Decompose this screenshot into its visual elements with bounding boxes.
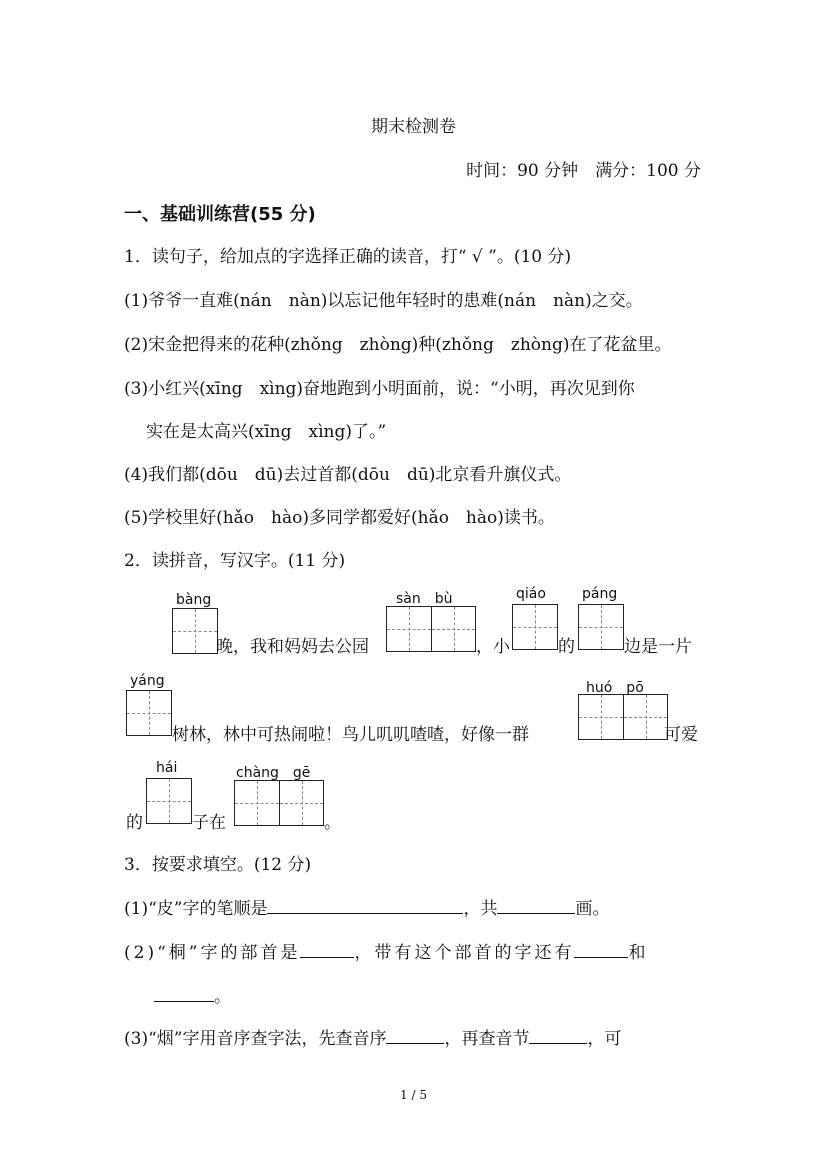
q2-text: 。: [324, 813, 341, 833]
char-grid[interactable]: [126, 690, 172, 736]
pinyin-label: bàng: [176, 592, 212, 608]
pinyin-label: qiáo: [516, 586, 546, 602]
q3-text: ，再查音节: [444, 1029, 530, 1049]
answer-blank[interactable]: [529, 1027, 587, 1044]
q1-item-1: (1)爷爷一直难(nán nàn)以忘记他年轻时的患难(nán nàn)之交。: [124, 291, 643, 311]
q2-heading: 2．读拼音，写汉字。(11 分): [124, 551, 346, 571]
page-title: 期末检测卷: [371, 117, 456, 137]
q3-heading: 3．按要求填空。(12 分): [124, 855, 312, 875]
q3-item-2: [124, 938, 648, 963]
char-cell[interactable]: [127, 691, 171, 735]
q3-text: (2)“桐”字的部首是: [124, 943, 301, 963]
char-cell[interactable]: [431, 607, 475, 651]
char-cell[interactable]: [513, 605, 557, 649]
q3-text: ，可: [587, 1029, 622, 1049]
pinyin-label: chàng gē: [236, 765, 311, 781]
char-cell[interactable]: [579, 695, 623, 739]
char-grid[interactable]: [578, 604, 624, 650]
q2-text: 的: [558, 637, 575, 657]
answer-blank[interactable]: [154, 985, 214, 1002]
answer-blank[interactable]: [300, 941, 354, 958]
pinyin-label: huó pō: [586, 680, 644, 696]
answer-blank[interactable]: [574, 941, 628, 958]
q1-item-5: (5)学校里好(hǎo hào)多同学都爱好(hǎo hào)读书。: [124, 508, 555, 528]
pinyin-label: páng: [582, 586, 618, 602]
pinyin-label: yáng: [130, 673, 165, 689]
char-cell[interactable]: [387, 607, 431, 651]
char-grid[interactable]: [386, 606, 476, 652]
char-grid[interactable]: [172, 608, 218, 654]
q3-text: ，带有这个部首的字还有: [354, 943, 575, 963]
page-number: 1 / 5: [400, 1088, 427, 1102]
q1-item-2: (2)宋金把得来的花种(zhǒng zhòng)种(zhǒng zhòng)在了花盆里。: [124, 335, 672, 355]
q3-text: 和: [628, 943, 649, 963]
char-grid[interactable]: [512, 604, 558, 650]
answer-blank[interactable]: [497, 897, 575, 914]
q1-item-4: (4)我们都(dōu dū)去过首都(dōu dū)北京看升旗仪式。: [124, 465, 572, 485]
exam-meta: 时间：90 分钟 满分：100 分: [466, 161, 701, 181]
q3-text: ，共: [463, 899, 498, 919]
char-cell[interactable]: [623, 695, 667, 739]
char-cell[interactable]: [173, 609, 217, 653]
pinyin-label: hái: [156, 760, 178, 776]
answer-blank[interactable]: [386, 1027, 444, 1044]
q3-item-1: [124, 894, 609, 919]
q3-text: 画。: [575, 899, 610, 919]
char-cell[interactable]: [279, 781, 323, 825]
q2-text: 边是一片: [624, 637, 692, 657]
q2-text: 子在: [192, 813, 226, 833]
q3-text: (3)“烟”字用音序查字法，先查音序: [124, 1029, 387, 1049]
answer-blank[interactable]: [267, 897, 463, 914]
char-cell[interactable]: [147, 779, 191, 823]
q1-item-3-cont: 实在是太高兴(xīng xìng)了。”: [146, 422, 387, 442]
pinyin-label: sàn bù: [396, 591, 453, 607]
q2-text: 树林，林中可热闹啦！鸟儿叽叽喳喳，好像一群: [172, 725, 529, 745]
q3-item-3: [124, 1024, 621, 1049]
q2-text: 的: [126, 813, 143, 833]
q2-text: 晚，我和妈妈去公园: [216, 637, 369, 657]
q1-heading: 1．读句子，给加点的字选择正确的读音，打“ √ ”。(10 分): [124, 247, 572, 267]
char-grid[interactable]: [578, 694, 668, 740]
char-cell[interactable]: [579, 605, 623, 649]
q2-text: 可爱: [664, 725, 698, 745]
q1-item-3: (3)小红兴(xīng xìng)奋地跑到小明面前，说：“小明，再次见到你: [124, 379, 635, 399]
q3-item-2-cont: [154, 982, 231, 1007]
q2-text: ，小: [476, 637, 510, 657]
char-grid[interactable]: [234, 780, 324, 826]
section-heading: 一、基础训练营(55 分): [124, 204, 316, 225]
char-grid[interactable]: [146, 778, 192, 824]
q3-text: 。: [214, 987, 231, 1007]
q3-text: (1)“皮”字的笔顺是: [124, 899, 268, 919]
char-cell[interactable]: [235, 781, 279, 825]
